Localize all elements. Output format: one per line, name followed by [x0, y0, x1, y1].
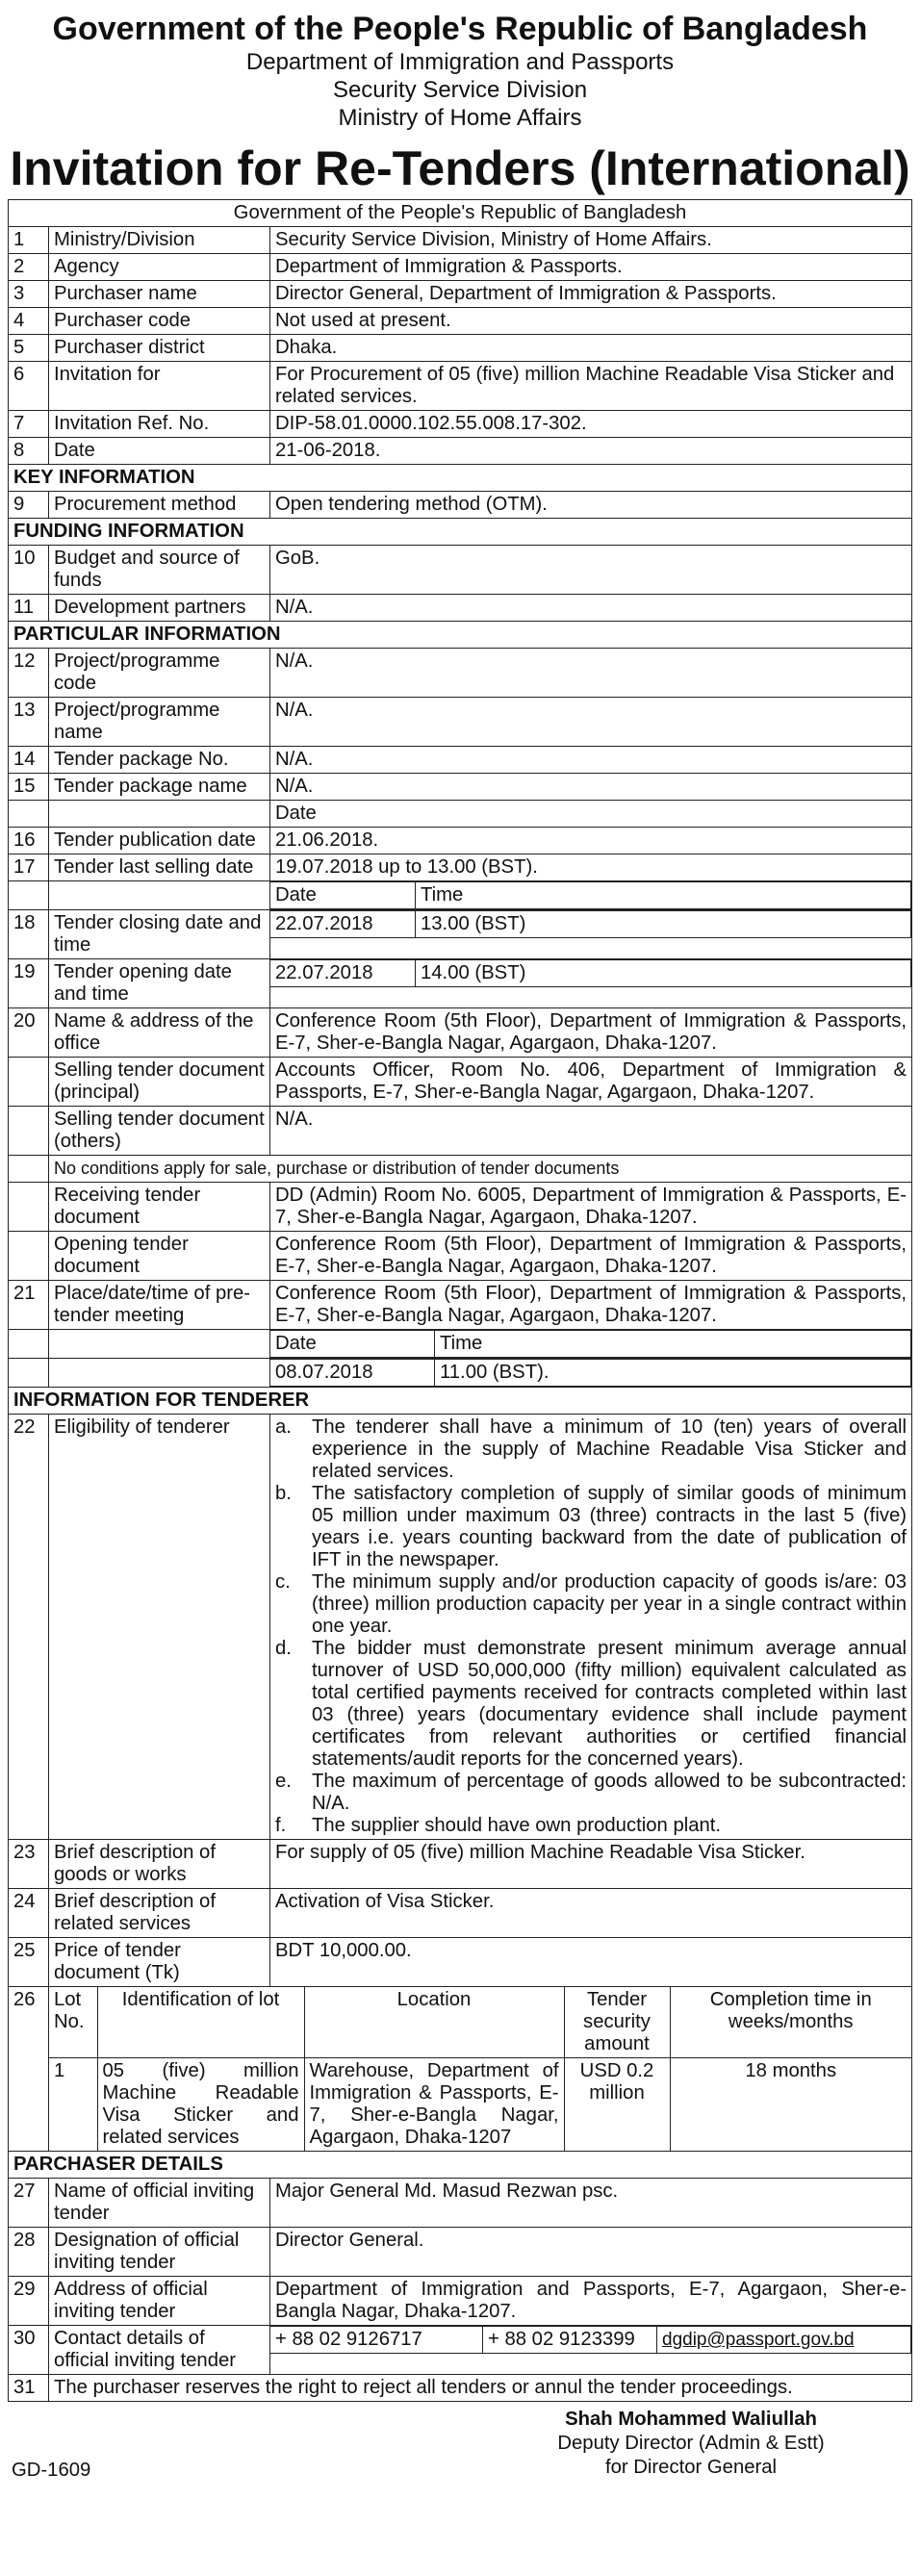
row-number: 21	[9, 1281, 49, 1330]
lot-location: Warehouse, Department of Immigration & Passports, E-7, Sher-e-Bangla Nagar, Agargaon, Dhaka-1207	[304, 2058, 564, 2152]
row-value: N/A.	[270, 747, 912, 774]
notice-header	[8, 10, 912, 199]
section-heading-row	[9, 519, 912, 546]
item-marker: c.	[275, 1571, 291, 1593]
row-number: 13	[9, 698, 49, 747]
lot-header-row	[49, 1987, 911, 2058]
row-label: Tender closing date and time	[49, 910, 270, 959]
row-number: 18	[9, 910, 49, 959]
table-row	[9, 335, 912, 362]
row-value: 19.07.2018 up to 13.00 (BST).	[270, 854, 912, 881]
section-heading-tenderer: INFORMATION FOR TENDERER	[9, 1388, 912, 1415]
item-text: The bidder must demonstrate present minimum average annual turnover of USD 50,000,000 (fifty million) equivalent calculated as total certified payments received for contracts completed within last 03 (three) years (documentary evidence shall include payment certificates from relevant authorities or certified financial statements/audit reports for the concerned years).	[312, 1638, 907, 1770]
row-number: 23	[9, 1840, 49, 1889]
row-value: For Procurement of 05 (five) million Machine Readable Visa Sticker and related services.	[270, 362, 912, 411]
section-heading-key: KEY INFORMATION	[9, 465, 912, 492]
table-row	[9, 1359, 912, 1388]
row-label: Ministry/Division	[49, 227, 270, 254]
date-column-label: Date	[270, 801, 912, 828]
row-label: Tender publication date	[49, 828, 270, 854]
lot-row	[49, 2058, 911, 2152]
row-label: Opening tender document	[49, 1232, 270, 1281]
row-number: 30	[9, 2326, 49, 2375]
row-number: 10	[9, 546, 49, 595]
signatory-for: for Director General	[604, 2457, 778, 2478]
table-row	[9, 1156, 912, 1183]
table-row	[9, 362, 912, 411]
phone-2: + 88 02 9123399	[483, 2327, 657, 2354]
table-row	[9, 308, 912, 335]
table-row	[9, 411, 912, 438]
row-number: 19	[9, 959, 49, 1008]
row-label: Brief description of goods or works	[49, 1840, 270, 1889]
row-value: 21.06.2018.	[270, 828, 912, 854]
row-value: Accounts Officer, Room No. 406, Department of Immigration & Passports, E-7, Sher-e-Bangla Nagar, Agargaon, Dhaka-1207.	[270, 1058, 912, 1107]
row-label: Name of official inviting tender	[49, 2179, 270, 2228]
lot-table	[49, 1987, 911, 2151]
row-label: Selling tender document (principal)	[49, 1058, 270, 1107]
eligibility-list-cell	[270, 1415, 912, 1840]
row-number: 29	[9, 2277, 49, 2326]
row-number: 17	[9, 854, 49, 881]
table-row	[9, 959, 912, 1008]
row-label: Selling tender document (others)	[49, 1107, 270, 1156]
table-row	[9, 2179, 912, 2228]
item-text: The tenderer shall have a minimum of 10 (ten) years of overall experience in the supply of Machine Readable Visa Sticker and related services.	[312, 1416, 907, 1482]
table-row	[9, 227, 912, 254]
table-row	[9, 2375, 912, 2402]
opening-time: 14.00 (BST)	[416, 960, 911, 987]
lot-completion: 18 months	[670, 2058, 911, 2152]
item-text: The maximum of percentage of goods allowed to be subcontracted: N/A.	[312, 1771, 907, 1814]
lot-table-cell	[49, 1987, 912, 2152]
section-heading-row	[9, 465, 912, 492]
section-heading-funding: FUNDING INFORMATION	[9, 519, 912, 546]
row-value: Department of Immigration & Passports.	[270, 254, 912, 281]
row-value: 21-06-2018.	[270, 438, 912, 465]
row-number: 20	[9, 1008, 49, 1058]
gd-code: GD-1609	[12, 2460, 91, 2481]
table-row	[9, 1008, 912, 1058]
table-row	[9, 492, 912, 519]
row-number: 2	[9, 254, 49, 281]
row-number: 22	[9, 1415, 49, 1840]
location-header: Location	[304, 1987, 564, 2058]
table-row	[9, 1232, 912, 1281]
meeting-date: 08.07.2018	[270, 1360, 435, 1387]
item-marker: d.	[275, 1638, 292, 1659]
section-heading-row	[9, 622, 912, 649]
completion-header: Completion time in weeks/months	[670, 1987, 911, 2058]
section-heading-purchaser: PARCHASER DETAILS	[9, 2152, 912, 2179]
row-value: Major General Md. Masud Rezwan psc.	[270, 2179, 912, 2228]
row-value: Department of Immigration and Passports, E-7, Agargaon, Sher-e-Bangla Nagar, Dhaka-1207.	[270, 2277, 912, 2326]
row-value: Director General, Department of Immigration & Passports.	[270, 281, 912, 308]
time-column-label: Time	[416, 882, 911, 909]
table-row	[9, 910, 912, 959]
row-label: Budget and source of funds	[49, 546, 270, 595]
govt-heading: Government of the People's Republic of Bangladesh	[52, 11, 868, 47]
department-line: Department of Immigration and Passports	[245, 49, 675, 75]
lot-identification: 05 (five) million Machine Readable Visa Sticker and related services	[97, 2058, 304, 2152]
table-row	[9, 1183, 912, 1232]
row-number: 12	[9, 649, 49, 698]
tender-table	[8, 199, 912, 2402]
row-label: Tender package name	[49, 774, 270, 801]
item-marker: b.	[275, 1483, 292, 1504]
list-item	[275, 1771, 907, 1815]
row-value: Activation of Visa Sticker.	[270, 1889, 912, 1938]
row-label: Project/programme code	[49, 649, 270, 698]
lot-no-header: Lot No.	[49, 1987, 97, 2058]
row-label: Invitation for	[49, 362, 270, 411]
row-value: Not used at present.	[270, 308, 912, 335]
item-text: The minimum supply and/or production capacity of goods is/are: 03 (three) million production capacity per year in a single contract within one year.	[312, 1571, 907, 1637]
row-value: Dhaka.	[270, 335, 912, 362]
table-row	[9, 595, 912, 622]
row-number: 9	[9, 492, 49, 519]
table-row	[9, 1330, 912, 1359]
row-value: Conference Room (5th Floor), Department of Immigration & Passports, E-7, Sher-e-Bangla Nagar, Agargaon, Dhaka-1207.	[270, 1281, 912, 1330]
ministry-line: Ministry of Home Affairs	[338, 105, 582, 131]
table-row	[9, 1107, 912, 1156]
item-marker: e.	[275, 1771, 292, 1792]
row-label: Tender opening date and time	[49, 959, 270, 1008]
table-row	[9, 254, 912, 281]
table-row	[9, 698, 912, 747]
table-row	[9, 774, 912, 801]
row-value: N/A.	[270, 595, 912, 622]
row-value: For supply of 05 (five) million Machine Readable Visa Sticker.	[270, 1840, 912, 1889]
list-item	[275, 1815, 907, 1837]
row-number: 16	[9, 828, 49, 854]
phone-1: + 88 02 9126717	[270, 2327, 483, 2354]
table-row	[9, 546, 912, 595]
date-column-label: Date	[270, 882, 416, 909]
row-value: Open tendering method (OTM).	[270, 492, 912, 519]
row-number: 25	[9, 1938, 49, 1987]
table-row	[9, 1415, 912, 1840]
table-row	[9, 881, 912, 910]
row-label: Purchaser code	[49, 308, 270, 335]
row-number: 14	[9, 747, 49, 774]
table-row	[9, 747, 912, 774]
meeting-time: 11.00 (BST).	[435, 1360, 911, 1387]
row-number: 4	[9, 308, 49, 335]
section-heading-particular: PARTICULAR INFORMATION	[9, 622, 912, 649]
row-number: 7	[9, 411, 49, 438]
identification-header: Identification of lot	[97, 1987, 304, 2058]
row-value: Security Service Division, Ministry of Home Affairs.	[270, 227, 912, 254]
row-number: 8	[9, 438, 49, 465]
row-label: Designation of official inviting tender	[49, 2228, 270, 2277]
row-value: N/A.	[270, 774, 912, 801]
row-number: 15	[9, 774, 49, 801]
row-number: 1	[9, 227, 49, 254]
row-number: 6	[9, 362, 49, 411]
row-number: 26	[9, 1987, 49, 2152]
signatory-designation: Deputy Director (Admin & Estt)	[557, 2433, 825, 2454]
row-label: Agency	[49, 254, 270, 281]
row-number: 24	[9, 1889, 49, 1938]
row-value: DIP-58.01.0000.102.55.008.17-302.	[270, 411, 912, 438]
table-row	[9, 649, 912, 698]
security-header: Tender security amount	[564, 1987, 670, 2058]
section-heading-row	[9, 1388, 912, 1415]
row-number: 3	[9, 281, 49, 308]
table-title-row	[9, 200, 912, 227]
list-item	[275, 1416, 907, 1483]
list-item	[275, 1483, 907, 1571]
row-number: 31	[9, 2375, 49, 2402]
row-number: 5	[9, 335, 49, 362]
conditions-note: No conditions apply for sale, purchase or distribution of tender documents	[49, 1156, 912, 1183]
table-row	[9, 1058, 912, 1107]
row-value: The purchaser reserves the right to reject all tenders or annul the tender proceedings.	[49, 2375, 912, 2402]
lot-number: 1	[49, 2058, 97, 2152]
row-label: Development partners	[49, 595, 270, 622]
row-number: 28	[9, 2228, 49, 2277]
item-text: The satisfactory completion of supply of similar goods of minimum 05 million under maximum 03 (three) contracts in the last 5 (five) years i.e. years counting backward from the date of publication of IFT in the newspaper.	[312, 1483, 907, 1570]
table-row	[9, 2228, 912, 2277]
date-column-label: Date	[270, 1331, 435, 1358]
row-label: Name & address of the office	[49, 1008, 270, 1058]
table-row	[9, 1987, 912, 2152]
row-label: Place/date/time of pre-tender meeting	[49, 1281, 270, 1330]
table-row	[9, 1938, 912, 1987]
closing-date: 22.07.2018	[270, 911, 416, 938]
signatory-name: Shah Mohammed Waliullah	[565, 2409, 817, 2430]
tender-notice	[8, 0, 912, 2480]
row-label: Date	[49, 438, 270, 465]
row-value: N/A.	[270, 649, 912, 698]
row-label: Brief description of related services	[49, 1889, 270, 1938]
table-title: Government of the People's Republic of Bangladesh	[9, 200, 912, 227]
section-heading-row	[9, 2152, 912, 2179]
table-row	[9, 1281, 912, 1330]
list-item	[275, 1571, 907, 1638]
row-value: DD (Admin) Room No. 6005, Department of Immigration & Passports, E-7, Sher-e-Bangla Nagar, Agargaon, Dhaka-1207.	[270, 1183, 912, 1232]
table-row	[9, 854, 912, 881]
row-value: BDT 10,000.00.	[270, 1938, 912, 1987]
table-row	[9, 281, 912, 308]
time-column-label: Time	[435, 1331, 911, 1358]
row-label: Contact details of official inviting tender	[49, 2326, 270, 2375]
row-label: Project/programme name	[49, 698, 270, 747]
row-value: N/A.	[270, 1107, 912, 1156]
table-row	[9, 2277, 912, 2326]
closing-time: 13.00 (BST)	[416, 911, 911, 938]
row-label: Invitation Ref. No.	[49, 411, 270, 438]
signature-block	[489, 2408, 893, 2480]
row-label: Address of official inviting tender	[49, 2277, 270, 2326]
item-marker: f.	[275, 1815, 287, 1836]
row-label: Price of tender document (Tk)	[49, 1938, 270, 1987]
row-label: Purchaser district	[49, 335, 270, 362]
table-row	[9, 438, 912, 465]
row-label: Tender last selling date	[49, 854, 270, 881]
opening-date: 22.07.2018	[270, 960, 416, 987]
table-row	[9, 801, 912, 828]
lot-security: USD 0.2 million	[564, 2058, 670, 2152]
item-text: The supplier should have own production plant.	[312, 1815, 722, 1836]
row-value: Conference Room (5th Floor), Department of Immigration & Passports, E-7, Sher-e-Bangla Nagar, Agargaon, Dhaka-1207.	[270, 1232, 912, 1281]
list-item	[275, 1638, 907, 1771]
row-label: Purchaser name	[49, 281, 270, 308]
page-title: Invitation for Re-Tenders (International)	[10, 141, 910, 195]
table-row	[9, 1840, 912, 1889]
row-value: GoB.	[270, 546, 912, 595]
row-label: Procurement method	[49, 492, 270, 519]
row-value: Conference Room (5th Floor), Department of Immigration & Passports, E-7, Sher-e-Bangla Nagar, Agargaon, Dhaka-1207.	[270, 1008, 912, 1058]
row-label: Tender package No.	[49, 747, 270, 774]
item-marker: a.	[275, 1416, 292, 1438]
eligibility-list	[275, 1416, 907, 1837]
row-label: Eligibility of tenderer	[49, 1415, 270, 1840]
row-value: Director General.	[270, 2228, 912, 2277]
table-row	[9, 828, 912, 854]
row-number: 27	[9, 2179, 49, 2228]
division-line: Security Service Division	[332, 77, 588, 103]
table-row	[9, 1889, 912, 1938]
row-value: N/A.	[270, 698, 912, 747]
row-number: 11	[9, 595, 49, 622]
table-row	[9, 2326, 912, 2375]
row-label: Receiving tender document	[49, 1183, 270, 1232]
email-link[interactable]: dgdip@passport.gov.bd	[657, 2327, 911, 2354]
